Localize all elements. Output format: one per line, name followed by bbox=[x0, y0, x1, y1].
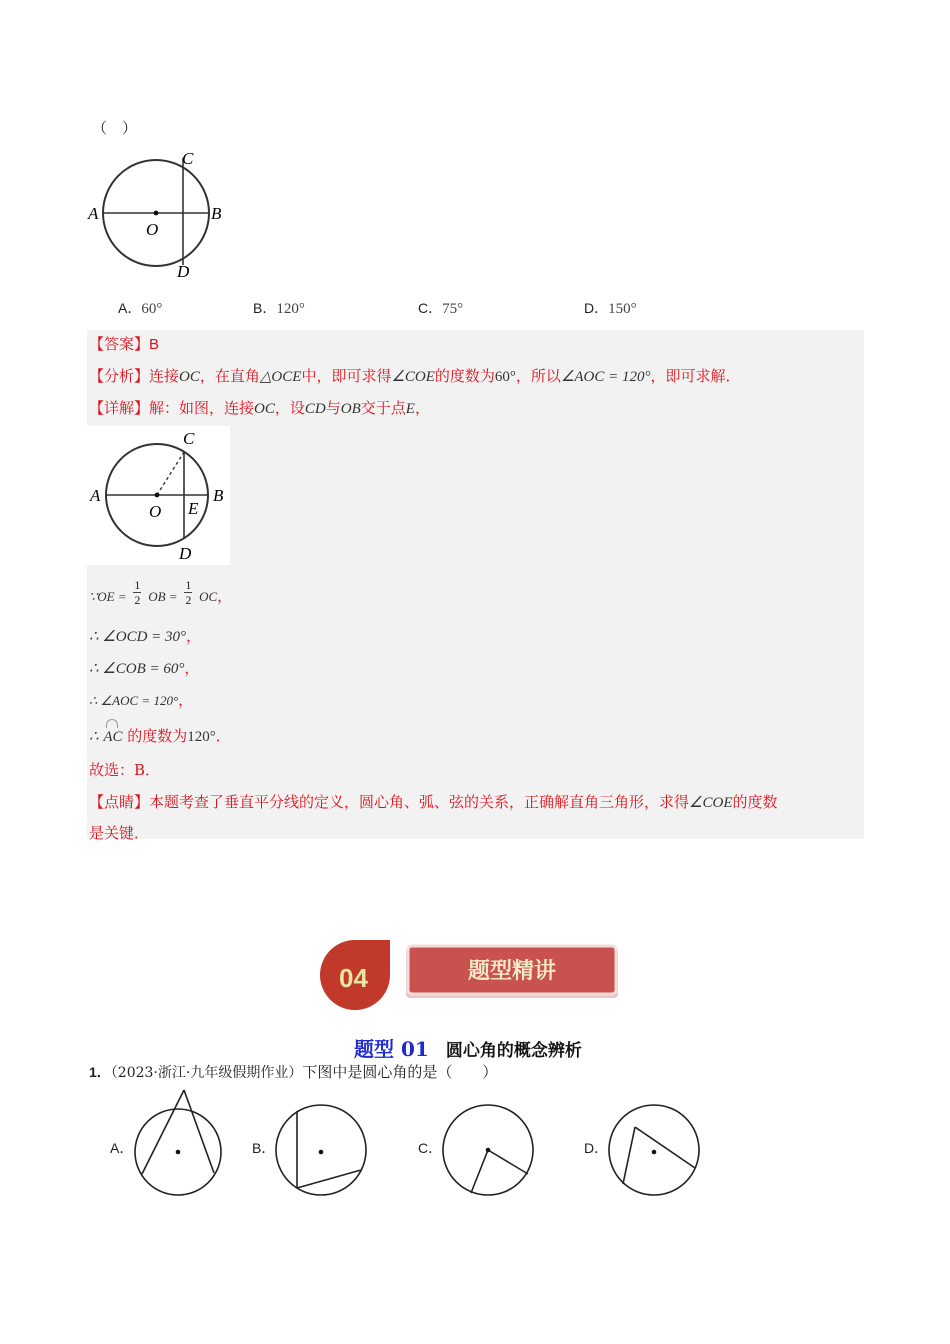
q1-option-a-label: A． bbox=[110, 1140, 134, 1156]
label-b: B bbox=[211, 204, 222, 223]
q1-option-d-label: D． bbox=[584, 1140, 609, 1156]
label-o: O bbox=[146, 220, 159, 239]
choose-line: 故选：B． bbox=[89, 761, 161, 779]
step-2: ∴ ∠OCD = 30°， bbox=[89, 627, 202, 645]
label-o: O bbox=[149, 502, 162, 521]
chord-left bbox=[142, 1090, 184, 1174]
option-c: C．75° bbox=[418, 300, 464, 317]
center-point bbox=[176, 1150, 181, 1155]
section-number: 04 bbox=[339, 963, 368, 993]
section-banner bbox=[318, 938, 628, 1012]
analysis-line: 【分析】连接OC，在直角△OCE中，即可求得∠COE的度数为60°，所以∠AOC = 120°，即可求解． bbox=[89, 367, 741, 385]
q1-option-c-label: C． bbox=[418, 1140, 443, 1156]
option-b: B．120° bbox=[253, 300, 305, 317]
q1-option-d-figure bbox=[605, 1100, 705, 1200]
label-c: C bbox=[183, 429, 195, 448]
section-title: 题型精讲 bbox=[467, 959, 557, 984]
option-d: D．150° bbox=[584, 300, 637, 317]
radius-right bbox=[488, 1150, 528, 1174]
q1-option-b-figure bbox=[274, 1100, 374, 1200]
label-d: D bbox=[179, 544, 192, 563]
step-3: ∴ ∠COB = 60°， bbox=[89, 659, 200, 677]
center-point bbox=[155, 493, 160, 498]
label-c: C bbox=[182, 149, 194, 168]
detail-line: 【详解】解：如图，连接OC，设CD与OB交于点E， bbox=[89, 399, 430, 417]
circle-figure-2 bbox=[87, 426, 230, 565]
arc-mark-icon bbox=[106, 719, 118, 728]
label-a: A bbox=[88, 204, 99, 223]
arc-ac: AC bbox=[103, 727, 122, 746]
question-1-stem: 1．（2023·浙江·九年级假期作业）下图中是圆心角的是（ ） bbox=[89, 1063, 498, 1081]
q1-option-c-figure bbox=[440, 1100, 540, 1200]
radius-lower bbox=[471, 1150, 488, 1193]
step-1: ∵OE = $\frac{1}{2}$ OB = $\frac{1}{2}$ OC， bbox=[89, 578, 233, 607]
comment-line: 【点睛】本题考查了垂直平分线的定义，圆心角、弧、弦的关系，正确解直角三角形，求得∠COE的度数 bbox=[89, 793, 778, 811]
answer-paren: （ ） bbox=[92, 119, 138, 137]
label-e: E bbox=[188, 499, 199, 518]
center-point bbox=[486, 1148, 491, 1153]
fraction-half-2: $\frac{1}{2}$ bbox=[185, 578, 192, 607]
q1-option-a-figure bbox=[130, 1085, 230, 1200]
type-heading: 题型 01 圆心角的概念辨析 bbox=[354, 1037, 582, 1061]
chord-right bbox=[184, 1090, 214, 1173]
center-point bbox=[319, 1150, 324, 1155]
label-a: A bbox=[90, 486, 101, 505]
center-point bbox=[652, 1150, 657, 1155]
label-d: D bbox=[177, 262, 190, 281]
comment-line-2: 是关键． bbox=[89, 824, 150, 842]
option-a: A．60° bbox=[118, 300, 163, 317]
chord-right bbox=[635, 1127, 695, 1168]
answer-line: 【答案】B bbox=[89, 335, 160, 353]
fraction-half-1: $\frac{1}{2}$ bbox=[134, 578, 141, 607]
chord-left bbox=[623, 1127, 635, 1184]
step-4: ∴ ∠AOC = 120°， bbox=[89, 691, 194, 709]
step-5: ∴ AC 的度数为120°． bbox=[89, 725, 231, 746]
chord-lower bbox=[297, 1170, 361, 1188]
center-point bbox=[154, 211, 159, 216]
q1-option-b-label: B． bbox=[252, 1140, 276, 1156]
circle-figure-1 bbox=[85, 146, 235, 282]
label-b: B bbox=[213, 486, 224, 505]
